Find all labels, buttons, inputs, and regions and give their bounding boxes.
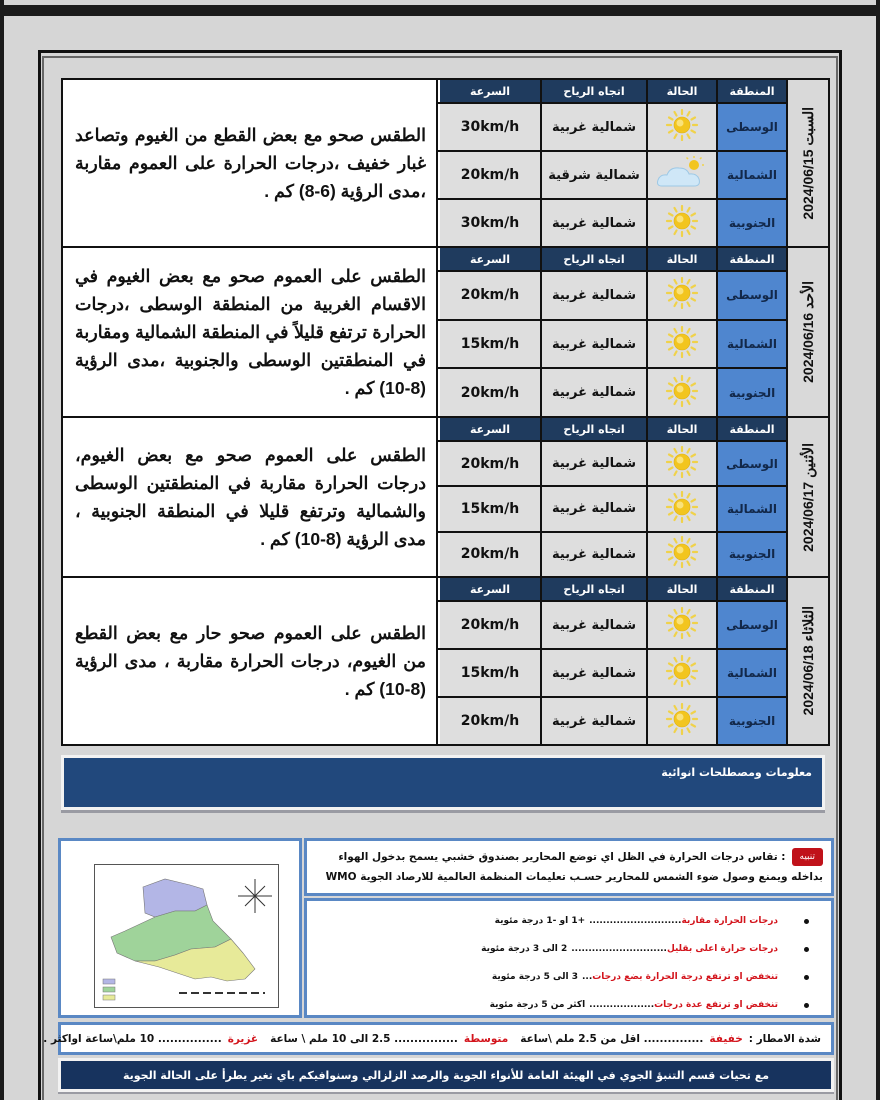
rain-light: خفيفة bbox=[709, 1032, 743, 1045]
table-row bbox=[438, 600, 786, 648]
wind-direction-cell: شمالية غربية bbox=[540, 200, 646, 246]
table-row bbox=[438, 648, 786, 696]
state-cell bbox=[646, 698, 716, 744]
header-speed: السرعة bbox=[440, 80, 540, 102]
state-cell bbox=[646, 602, 716, 648]
speed-cell: 30km/h bbox=[440, 104, 540, 150]
region-cell: الشمالية bbox=[716, 650, 786, 696]
header-speed: السرعة bbox=[440, 248, 540, 270]
scale-term: تنخفض او ترتفع عدة درجات bbox=[654, 1000, 778, 1010]
wind-direction-cell: شمالية غربية bbox=[540, 602, 646, 648]
header-state: الحالة bbox=[646, 578, 716, 600]
speed-cell: 20km/h bbox=[440, 602, 540, 648]
region-cell: الشمالية bbox=[716, 152, 786, 198]
scale-value: 3 الى 5 درجة مئوية bbox=[491, 972, 578, 982]
rain-moderate: متوسطة bbox=[463, 1032, 509, 1045]
map-icon bbox=[95, 865, 280, 1009]
header-state: الحالة bbox=[646, 248, 716, 270]
header-speed: السرعة bbox=[440, 578, 540, 600]
region-cell: الوسطى bbox=[716, 104, 786, 150]
region-grid bbox=[436, 80, 786, 246]
wind-direction-cell: شمالية غربية bbox=[540, 487, 646, 530]
scale-dots: ................... bbox=[589, 1000, 655, 1010]
iraq-region-map bbox=[94, 864, 279, 1008]
date-cell bbox=[786, 80, 828, 246]
wind-direction-cell: شمالية غربية bbox=[540, 442, 646, 485]
speed-cell: 30km/h bbox=[440, 200, 540, 246]
header-region: المنطقة bbox=[716, 578, 786, 600]
header-region: المنطقة bbox=[716, 418, 786, 440]
grid-header bbox=[438, 578, 786, 600]
state-cell bbox=[646, 272, 716, 319]
wind-direction-cell: شمالية غربية bbox=[540, 321, 646, 368]
bullet-icon bbox=[804, 947, 809, 952]
rain-heavy: غزيرة bbox=[227, 1032, 259, 1045]
region-cell: الوسطى bbox=[716, 602, 786, 648]
scale-term: تنخفض او ترتفع درجة الحرارة بضع درجات bbox=[592, 972, 778, 982]
notice-panel bbox=[304, 838, 834, 896]
wind-direction-cell: شمالية غربية bbox=[540, 369, 646, 416]
speed-cell: 20km/h bbox=[440, 272, 540, 319]
table-row bbox=[438, 102, 786, 150]
header-speed: السرعة bbox=[440, 418, 540, 440]
header-wind-direction: اتجاه الرياح bbox=[540, 578, 646, 600]
wind-direction-cell: شمالية غربية bbox=[540, 698, 646, 744]
date-cell bbox=[786, 418, 828, 576]
description-text: الطقس على العموم صحو مع بعض الغيوم في الاقسام الغربية من المنطقة الوسطى ،درجات الحرارة ترتفع قليلاً في المنطقة الشمالية ومقاربة في المنطقتين الوسطى والجنوبية ،مدى الرؤية (8-10) كم . bbox=[75, 266, 426, 398]
region-cell: الوسطى bbox=[716, 272, 786, 319]
region-grid bbox=[436, 578, 786, 744]
date-label: الأثنين 2024/06/17 bbox=[800, 442, 816, 552]
sun-icon bbox=[662, 375, 702, 411]
sun-icon bbox=[662, 205, 702, 241]
table-row bbox=[438, 440, 786, 485]
day-block bbox=[61, 418, 830, 578]
state-cell bbox=[646, 442, 716, 485]
scale-value: 2 الى 3 درجة مئوية bbox=[481, 944, 568, 954]
region-cell: الشمالية bbox=[716, 487, 786, 530]
state-cell bbox=[646, 533, 716, 576]
speed-cell: 15km/h bbox=[440, 650, 540, 696]
info-header: معلومات ومصطلحات انوائية bbox=[61, 755, 825, 810]
sun-icon bbox=[662, 607, 702, 643]
region-cell: الشمالية bbox=[716, 321, 786, 368]
temperature-scale-item bbox=[307, 963, 831, 991]
grid-header bbox=[438, 80, 786, 102]
header-wind-direction: اتجاه الرياح bbox=[540, 418, 646, 440]
scale-dots: ............................ bbox=[571, 944, 667, 954]
notice-text: : تقاس درجات الحرارة في الظل اي توضع المحارير بصندوق خشبي يسمح بدخول الهواء بداخله ويمنع وصول ضوء الشمس للمحارير حسـب تعليمات المنظمة العالمية للارصاد الجوية WMO bbox=[325, 851, 823, 883]
date-label: الأحد 2024/06/16 bbox=[800, 281, 816, 383]
wind-direction-cell: شمالية غربية bbox=[540, 272, 646, 319]
sun-icon bbox=[662, 326, 702, 362]
description-text: الطقس على العموم صحو حار مع بعض القطع من الغيوم، درجات الحرارة مقاربة ، مدى الرؤية (8-10) كم . bbox=[75, 623, 426, 699]
footer-banner: مع تحيات قسم التنبؤ الجوي في الهيئة العامة للأنواء الجوية والرصد الزلزالي وسنوافيكم باي تغير يطرأ على الحالة الجوية bbox=[58, 1058, 834, 1092]
scale-term: درجات الحرارة مقاربة bbox=[681, 916, 778, 926]
table-row bbox=[438, 696, 786, 744]
temperature-scale-panel bbox=[304, 898, 834, 1018]
rain-label: شدة الامطار : bbox=[748, 1032, 821, 1045]
partly-cloudy-icon bbox=[656, 156, 708, 194]
date-label: السبت 2024/06/15 bbox=[800, 106, 816, 220]
table-row bbox=[438, 198, 786, 246]
speed-cell: 15km/h bbox=[440, 321, 540, 368]
header-region: المنطقة bbox=[716, 248, 786, 270]
date-cell bbox=[786, 578, 828, 744]
wind-direction-cell: شمالية غربية bbox=[540, 650, 646, 696]
scale-dots: ... bbox=[581, 972, 593, 982]
wind-direction-cell: شمالية غربية bbox=[540, 533, 646, 576]
region-grid bbox=[436, 248, 786, 416]
sun-icon bbox=[662, 446, 702, 482]
sun-icon bbox=[662, 536, 702, 572]
compass-rose-icon bbox=[238, 879, 272, 913]
day-block bbox=[61, 248, 830, 418]
rain-moderate-value: ................ 2.5 الى 10 ملم \ ساعة bbox=[270, 1032, 458, 1045]
date-cell bbox=[786, 248, 828, 416]
region-cell: الجنوبية bbox=[716, 698, 786, 744]
table-row bbox=[438, 485, 786, 530]
wind-direction-cell: شمالية غربية bbox=[540, 104, 646, 150]
table-row bbox=[438, 367, 786, 416]
temperature-scale-item bbox=[307, 907, 831, 935]
state-cell bbox=[646, 487, 716, 530]
region-grid bbox=[436, 418, 786, 576]
map-panel bbox=[58, 838, 302, 1018]
speed-cell: 20km/h bbox=[440, 698, 540, 744]
notice-badge: تنبيه bbox=[792, 848, 823, 866]
bullet-icon bbox=[804, 1003, 809, 1008]
region-cell: الوسطى bbox=[716, 442, 786, 485]
header-state: الحالة bbox=[646, 418, 716, 440]
temperature-scale-item bbox=[307, 991, 831, 1019]
speed-cell: 20km/h bbox=[440, 152, 540, 198]
description-text: الطقس صحو مع بعض القطع من الغيوم وتصاعد غبار خفيف ،درجات الحرارة على العموم مقاربة ،مدى الرؤية (6-8) كم . bbox=[75, 125, 426, 201]
bullet-icon bbox=[804, 975, 809, 980]
grid-header bbox=[438, 418, 786, 440]
bullet-icon bbox=[804, 919, 809, 924]
day-block bbox=[61, 78, 830, 248]
scale-value: اكثر من 5 درجة مئوية bbox=[489, 1000, 586, 1010]
header-wind-direction: اتجاه الرياح bbox=[540, 248, 646, 270]
day-description bbox=[63, 248, 436, 416]
rain-intensity bbox=[43, 1022, 834, 1055]
day-description bbox=[63, 418, 436, 576]
sun-icon bbox=[662, 277, 702, 313]
table-row bbox=[438, 270, 786, 319]
day-block bbox=[61, 578, 830, 746]
sun-icon bbox=[662, 703, 702, 739]
state-cell bbox=[646, 369, 716, 416]
scale-value: +1 او -1 درجة مئوية bbox=[494, 916, 586, 926]
sun-icon bbox=[662, 109, 702, 145]
sun-icon bbox=[662, 491, 702, 527]
state-cell bbox=[646, 104, 716, 150]
header-region: المنطقة bbox=[716, 80, 786, 102]
table-row bbox=[438, 531, 786, 576]
day-description bbox=[63, 578, 436, 744]
region-cell: الجنوبية bbox=[716, 533, 786, 576]
top-strip bbox=[4, 0, 876, 5]
state-cell bbox=[646, 200, 716, 246]
table-row bbox=[438, 150, 786, 198]
header-wind-direction: اتجاه الرياح bbox=[540, 80, 646, 102]
table-row bbox=[438, 319, 786, 368]
scale-term: درجات حرارة اعلى بقليل bbox=[666, 944, 778, 954]
sun-icon bbox=[662, 655, 702, 691]
grid-header bbox=[438, 248, 786, 270]
region-cell: الجنوبية bbox=[716, 369, 786, 416]
speed-cell: 15km/h bbox=[440, 487, 540, 530]
description-text: الطقس على العموم صحو مع بعض الغيوم، درجات الحرارة مقاربة في المنطقتين الوسطى والشمالية وترتفع قليلا في المنطقة الجنوبية ، مدى الرؤية (8-10) كم . bbox=[75, 445, 426, 549]
region-cell: الجنوبية bbox=[716, 200, 786, 246]
header-state: الحالة bbox=[646, 80, 716, 102]
state-cell bbox=[646, 650, 716, 696]
speed-cell: 20km/h bbox=[440, 369, 540, 416]
rain-light-value: ............... اقل من 2.5 ملم \ساعة bbox=[520, 1032, 704, 1045]
scale-dots: ........................... bbox=[589, 916, 682, 926]
speed-cell: 20km/h bbox=[440, 442, 540, 485]
state-cell bbox=[646, 152, 716, 198]
temperature-scale-item bbox=[307, 935, 831, 963]
state-cell bbox=[646, 321, 716, 368]
forecast-table bbox=[61, 78, 830, 746]
day-description bbox=[63, 80, 436, 246]
date-label: الثلاثاء 2024/06/18 bbox=[800, 606, 816, 716]
wind-direction-cell: شمالية شرقية bbox=[540, 152, 646, 198]
rain-heavy-value: ................ 10 ملم\ساعة اواكثر . bbox=[43, 1032, 222, 1045]
speed-cell: 20km/h bbox=[440, 533, 540, 576]
